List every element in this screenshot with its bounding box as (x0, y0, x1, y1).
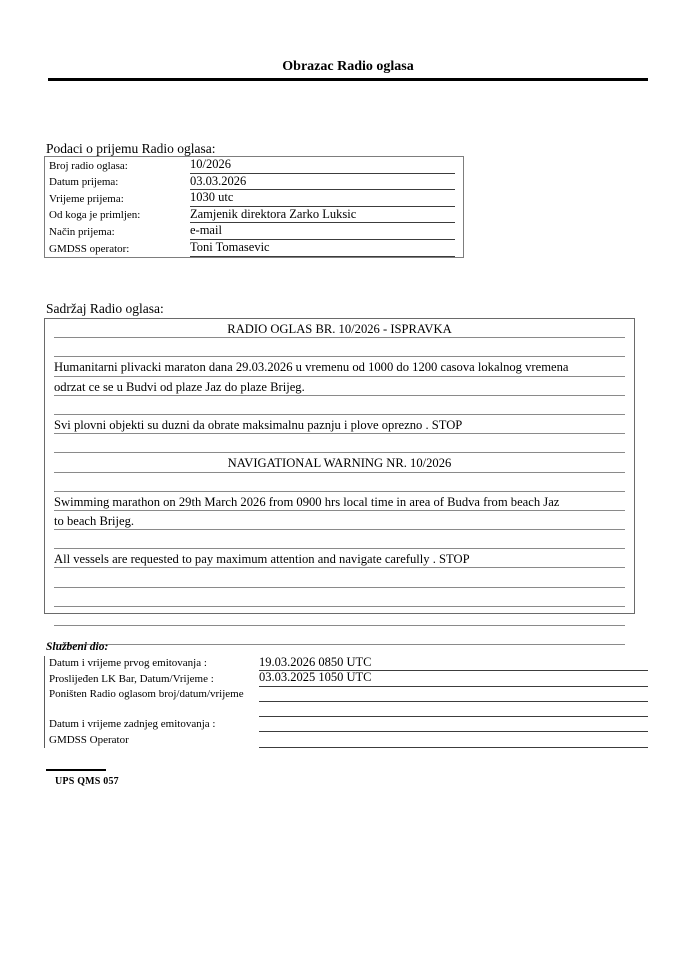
field-value-od-koga-primljen: Zamjenik direktora Zarko Luksic (190, 208, 455, 224)
reception-row (45, 207, 463, 224)
field-label-od-koga-primljen: Od koga je primljen: (49, 209, 141, 222)
field-value-blank (259, 714, 648, 717)
reception-row (45, 240, 463, 257)
ruled-line (54, 568, 625, 587)
ruled-line (54, 607, 625, 626)
ruled-line: Humanitarni plivacki maraton dana 29.03.2026 u vremenu od 1000 do 1200 casova lokalnog vremena (54, 357, 625, 376)
ruled-line (54, 434, 625, 453)
field-label-prvo-emitovanje: Datum i vrijeme prvog emitovanja : (49, 657, 207, 670)
official-table (44, 656, 648, 748)
field-value-datum-prijema: 03.03.2026 (190, 175, 455, 191)
official-row (45, 656, 648, 671)
content-section-heading: Sadržaj Radio oglasa: (46, 301, 164, 316)
ruled-line: odrzat ce se u Budvi od plaze Jaz do plaze Brijeg. (54, 377, 625, 396)
field-label-nacin-prijema: Način prijema: (49, 225, 115, 238)
ruled-line (54, 338, 625, 357)
reception-table (44, 156, 464, 258)
official-row (45, 717, 648, 732)
ruled-line (54, 588, 625, 607)
ruled-line: RADIO OGLAS BR. 10/2026 - ISPRAVKA (54, 319, 625, 338)
reception-row (45, 157, 463, 174)
title-rule (48, 78, 648, 81)
ruled-line: NAVIGATIONAL WARNING NR. 10/2026 (54, 453, 625, 472)
official-section-heading: Službeni dio: (46, 641, 109, 653)
field-value-zadnje-emitovanje (259, 729, 648, 732)
field-label-vrijeme-prijema: Vrijeme prijema: (49, 192, 124, 205)
ruled-line (54, 626, 625, 645)
document-title: Obrazac Radio oglasa (282, 59, 414, 74)
ruled-line: Swimming marathon on 29th March 2026 from 0900 hrs local time in area of Budva from beach Jaz (54, 492, 625, 511)
ruled-line: Svi plovni objekti su duzni da obrate maksimalnu paznju i plove oprezno . STOP (54, 415, 625, 434)
field-value-proslijedjen-lk-bar: 03.03.2025 1050 UTC (259, 671, 648, 687)
ruled-line (54, 530, 625, 549)
footer-rule (46, 769, 106, 771)
field-value-prvo-emitovanje: 19.03.2026 0850 UTC (259, 656, 648, 672)
official-row (45, 732, 648, 747)
field-value-ponisten-radio-oglasom (259, 699, 648, 702)
ruled-line: to beach Brijeg. (54, 511, 625, 530)
field-label-ponisten-radio-oglasom: Poništen Radio oglasom broj/datum/vrijeme (49, 687, 244, 700)
reception-row (45, 174, 463, 191)
field-value-vrijeme-prijema: 1030 utc (190, 191, 455, 207)
field-label-gmdss-operator: GMDSS operator: (49, 242, 130, 255)
ruled-line (54, 396, 625, 415)
field-label-zadnje-emitovanje: Datum i vrijeme zadnjeg emitovanja : (49, 718, 216, 731)
ruled-line (54, 473, 625, 492)
field-label-proslijedjen-lk-bar: Proslijeđen LK Bar, Datum/Vrijeme : (49, 672, 214, 685)
official-row (45, 687, 648, 702)
field-value-gmdss-operator: Toni Tomasevic (190, 241, 455, 257)
reception-section-heading: Podaci o prijemu Radio oglasa: (46, 141, 216, 156)
field-label-datum-prijema: Datum prijema: (49, 176, 119, 189)
official-row (45, 702, 648, 717)
radio-message-box (44, 318, 635, 614)
field-label-gmdss-operator-official: GMDSS Operator (49, 733, 129, 746)
field-value-gmdss-operator-official (259, 745, 648, 748)
field-label-broj-radio-oglasa: Broj radio oglasa: (49, 159, 128, 172)
field-value-broj-radio-oglasa: 10/2026 (190, 158, 455, 174)
reception-row (45, 190, 463, 207)
field-value-nacin-prijema: e-mail (190, 224, 455, 240)
official-row (45, 671, 648, 686)
footer-document-code: UPS QMS 057 (55, 776, 119, 787)
reception-row (45, 223, 463, 240)
field-label-blank (45, 715, 259, 717)
ruled-line: All vessels are requested to pay maximum attention and navigate carefully . STOP (54, 549, 625, 568)
